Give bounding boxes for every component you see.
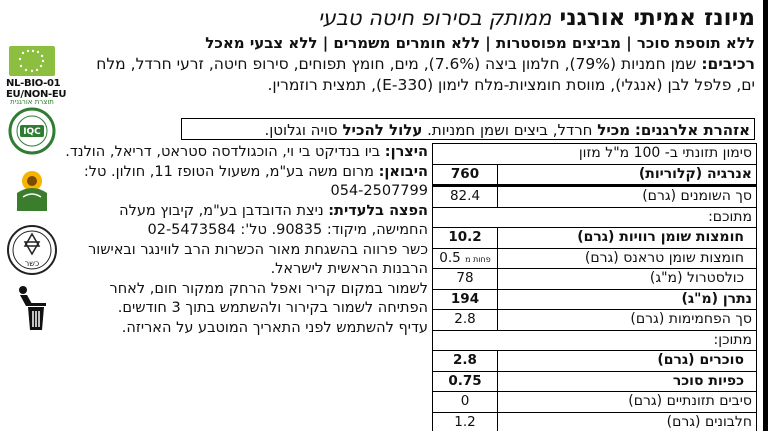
ingredients-list: שמן חמניות (79%), חלמון ביצה (7.6%), מים, חומץ תפוחים, סירופ חיטה, זרעי חרדל, מלח ים, פלפל לבן (אנגלי), מווסת חומציות-מלח לימון (E-330), תמצית רוזמרין. bbox=[96, 55, 755, 94]
nutrient-value-prefix: פחות מ bbox=[465, 254, 491, 264]
nutrient-name: סוכרים (גרם) bbox=[657, 352, 744, 368]
distributor-text: ניצת הדובדבן בע"מ, קיבוץ מעלה החמישה, מיקוד: 90835. טל': 02-5473584 bbox=[119, 202, 428, 238]
allergen-warning bbox=[181, 118, 755, 140]
allergen-may: סויה וגלוטן. bbox=[264, 121, 338, 139]
producer-info bbox=[60, 143, 428, 338]
nutrition-row bbox=[433, 351, 756, 372]
allergen-label: אזהרת אלרגנים: bbox=[634, 121, 750, 139]
nutrition-row bbox=[433, 392, 756, 413]
maker-text: ביו בנדיקט בי וי, הוכגולדסה סטראט, דריאל, הולנד. bbox=[65, 144, 381, 160]
ingredients-text bbox=[75, 54, 755, 96]
nutrient-name: נתרן (מ"ג) bbox=[681, 290, 752, 307]
best-before-text: עדיף להשתמש לפני התאריך המוטבע על האריזה. bbox=[121, 319, 428, 336]
nutrient-name: חלבונים (גרם) bbox=[666, 413, 752, 430]
nutrition-row bbox=[433, 290, 756, 311]
nutrient-name: אנרגיה (קלוריות) bbox=[638, 165, 752, 182]
nutrient-name: כולסטרול (מ"ג) bbox=[649, 270, 744, 286]
nutrient-name: חומצות שומן רוויות (גרם) bbox=[577, 229, 744, 245]
nutrition-row bbox=[433, 413, 756, 431]
nutrition-row bbox=[433, 249, 756, 270]
nutrient-value: 2.8 bbox=[433, 310, 498, 330]
nutrient-value: 78 bbox=[433, 269, 498, 289]
nutrient-value: 82.4 bbox=[433, 187, 498, 207]
nutrition-row bbox=[433, 165, 756, 188]
nutrient-value bbox=[433, 249, 498, 269]
nutrient-name: סיבים תזונתיים (גרם) bbox=[628, 393, 752, 409]
product-title bbox=[195, 4, 755, 32]
nutrition-table bbox=[432, 143, 757, 431]
product-claims: ללא תוספת סוכר | מביצים מפוסטרות | ללא חומרים משמרים | ללא צבעי מאכל bbox=[205, 34, 755, 52]
nutrient-name: סך השומנים (גרם) bbox=[642, 188, 752, 204]
title-main: מיונז אמיתי אורגני bbox=[559, 5, 755, 31]
nutrition-row bbox=[433, 269, 756, 290]
eu-organic-leaf-icon bbox=[9, 46, 55, 76]
nutrient-value: 1.2 bbox=[433, 413, 498, 431]
nutrient-value: 0.75 bbox=[433, 372, 498, 392]
nutrient-value: 2.8 bbox=[433, 351, 498, 371]
title-sub: ממותק בסירופ חיטה טבעי bbox=[317, 6, 552, 30]
storage-text: לשמור במקום קריר ואפל הרחק ממקור חום, לאחר הפתיחה לשמור בקירור ולהשתמש בתוך 3 חודשים. bbox=[109, 280, 428, 316]
eu-organic-code: NL-BIO-01 EU/NON-EU bbox=[6, 78, 67, 100]
nutrient-name: חומצות שומן טראנס (גרם) bbox=[584, 249, 744, 266]
nutrient-value: 10.2 bbox=[433, 228, 498, 248]
nutrient-value: 0 bbox=[433, 392, 498, 412]
kosher-seal-icon bbox=[6, 224, 58, 276]
organic-seal-text: תוצרת אורגנית bbox=[10, 98, 54, 106]
nutrient-value: 760 bbox=[433, 165, 498, 185]
allergen-contains: חרדל, ביצים ושמן חמניות. bbox=[427, 121, 593, 139]
maker-label: היצרן: bbox=[384, 144, 428, 160]
iqc-text: IQC bbox=[23, 127, 41, 137]
ingredients-label: רכיבים: bbox=[701, 55, 755, 73]
sunflower-logo-icon bbox=[9, 163, 55, 215]
importer-text: מרום משה בע"מ, משעול הטופז 11, חולון. טל: 054-2507799 bbox=[83, 163, 428, 199]
nutrition-row bbox=[433, 372, 756, 393]
allergen-may-label: עלול להכיל bbox=[342, 121, 423, 139]
distributor-label: הפצה בלעדית: bbox=[328, 202, 428, 219]
maker-line bbox=[60, 143, 428, 202]
israel-organic-seal-icon bbox=[6, 103, 58, 155]
nutrition-row: מתוכם: bbox=[433, 208, 756, 229]
kashrut-text: כשר פרווה בהשגחת מאור הכשרות הרב לווינגר ובאישור הרבנות הראשית לישראל. bbox=[88, 241, 428, 277]
nutrition-row bbox=[433, 187, 756, 208]
nutrition-row bbox=[433, 228, 756, 249]
allergen-contains-label: מכיל bbox=[597, 121, 631, 139]
nutrient-value: 194 bbox=[433, 290, 498, 310]
nutrition-header: סימון תזונתי ב- 100 מ"ל מזון bbox=[433, 144, 756, 165]
nutrient-name: סך הפחמימות (גרם) bbox=[630, 311, 752, 327]
nutrition-row bbox=[433, 310, 756, 331]
distributor-line bbox=[60, 202, 428, 241]
kosher-text: כשר bbox=[24, 259, 40, 268]
nutrient-value-number: 0.5 bbox=[439, 249, 461, 266]
nutrient-name: כפיות סוכר bbox=[672, 372, 744, 389]
nutrition-row: מתוכן: bbox=[433, 331, 756, 352]
recycle-bin-icon bbox=[12, 284, 52, 334]
importer-label: היבואן: bbox=[378, 163, 428, 180]
